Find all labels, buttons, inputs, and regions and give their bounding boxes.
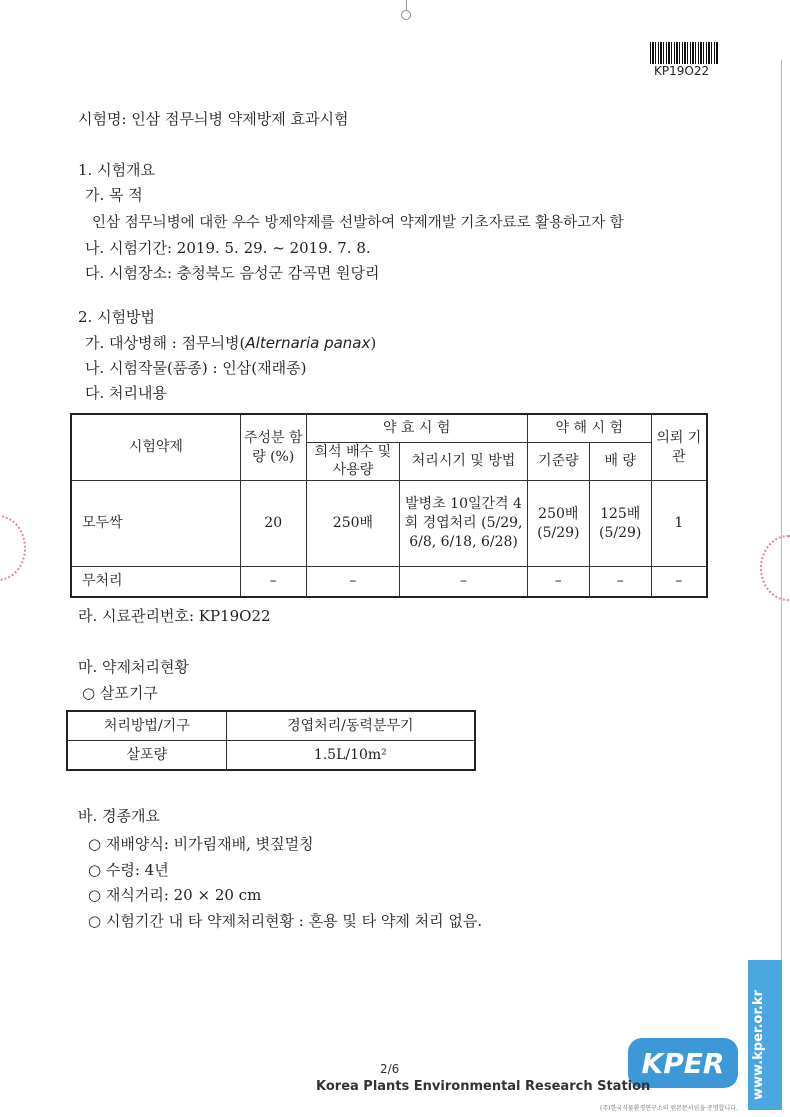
page-edge-line (781, 60, 782, 960)
cell-standard: – (527, 567, 589, 597)
cell-chemical: 무처리 (71, 567, 240, 597)
cultivation-item: ○ 시험기간 내 타 약제처리현황 : 혼용 및 타 약제 처리 없음. (88, 912, 483, 930)
header-agency: 의뢰 기관 (651, 414, 707, 481)
barcode-icon (650, 42, 718, 64)
target-disease-prefix: 가. 대상병해 : 점무늬병( (85, 334, 246, 352)
purpose-text: 인삼 점무늬병에 대한 우수 방제약제를 선발하여 약제개발 기초자료로 활용하고자 함 (92, 215, 624, 231)
header-dilution: 희석 배수 및 사용량 (306, 442, 400, 481)
header-standard: 기준량 (527, 442, 589, 481)
target-disease (85, 332, 376, 353)
application-heading: 마. 약제처리현황 (78, 658, 189, 676)
footer-fine-print: (주)한국식물환경연구소의 원본문서임을 증명합니다. (600, 1105, 738, 1112)
cell-standard: 250배 (5/29) (527, 481, 589, 567)
footer-org: Korea Plants Environmental Research Station (316, 1079, 651, 1094)
test-crop: 나. 시험작물(품종) : 인삼(재래종) (85, 359, 307, 377)
table-row (71, 567, 707, 597)
application-table (66, 710, 476, 771)
sample-id: 라. 시료관리번호: KP19O22 (78, 607, 271, 625)
punch-line (406, 0, 407, 10)
table-row (67, 711, 475, 741)
header-double: 배 량 (589, 442, 651, 481)
page-title: 시험명: 인삼 점무늬병 약제방제 효과시험 (78, 110, 349, 128)
cell-agency: 1 (651, 481, 707, 567)
treatment-label: 다. 처리내용 (85, 384, 167, 402)
purpose-label: 가. 목 적 (85, 186, 143, 204)
target-disease-suffix: ) (370, 334, 377, 352)
test-location: 다. 시험장소: 충청북도 음성군 감곡면 원당리 (85, 264, 380, 282)
method-header: 처리방법/기구 (67, 711, 226, 741)
cell-agency: – (651, 567, 707, 597)
barcode-code: KP19O22 (654, 64, 710, 78)
header-chemical: 시험약제 (71, 414, 240, 481)
cell-double: – (589, 567, 651, 597)
section1-heading: 1. 시험개요 (78, 161, 156, 179)
cell-double: 125배 (5/29) (589, 481, 651, 567)
method-value: 경엽처리/동력분무기 (226, 711, 475, 741)
kper-logo: KPER (628, 1038, 738, 1088)
cell-timing: – (400, 567, 528, 597)
cell-content: – (240, 567, 306, 597)
table-row (67, 741, 475, 771)
section2-heading: 2. 시험방법 (78, 308, 156, 326)
page-number: 2/6 (380, 1062, 400, 1076)
cultivation-item: ○ 수령: 4년 (88, 861, 169, 879)
header-timing: 처리시기 및 방법 (400, 442, 528, 481)
header-phyto-group: 약 해 시 험 (527, 414, 651, 442)
header-efficacy-group: 약 효 시 험 (306, 414, 527, 442)
amount-header: 살포량 (67, 741, 226, 771)
punch-hole-icon (401, 10, 411, 20)
treatment-table (70, 413, 708, 598)
amount-value: 1.5L/10m² (226, 741, 475, 771)
sprayer-label: ○ 살포기구 (82, 684, 158, 702)
seal-stamp-right (760, 535, 790, 601)
cell-timing: 발병초 10일간격 4회 경엽처리 (5/29, 6/8, 6/18, 6/28) (400, 481, 528, 567)
table-row (71, 481, 707, 567)
cultivation-item: ○ 재배양식: 비가림재배, 볏짚멀칭 (88, 835, 314, 853)
seal-stamp-left (0, 515, 26, 581)
header-content: 주성분 함량 (%) (240, 414, 306, 481)
test-period: 나. 시험기간: 2019. 5. 29. ~ 2019. 7. 8. (85, 239, 371, 257)
cell-chemical: 모두싹 (71, 481, 240, 567)
cell-dilution: – (306, 567, 400, 597)
cultivation-item: ○ 재식거리: 20 × 20 cm (88, 886, 262, 904)
target-disease-latin: Alternaria panax (245, 334, 371, 352)
cultivation-heading: 바. 경종개요 (78, 807, 160, 825)
kper-url: www.kper.or.kr (751, 990, 766, 1100)
cell-dilution: 250배 (306, 481, 400, 567)
cell-content: 20 (240, 481, 306, 567)
